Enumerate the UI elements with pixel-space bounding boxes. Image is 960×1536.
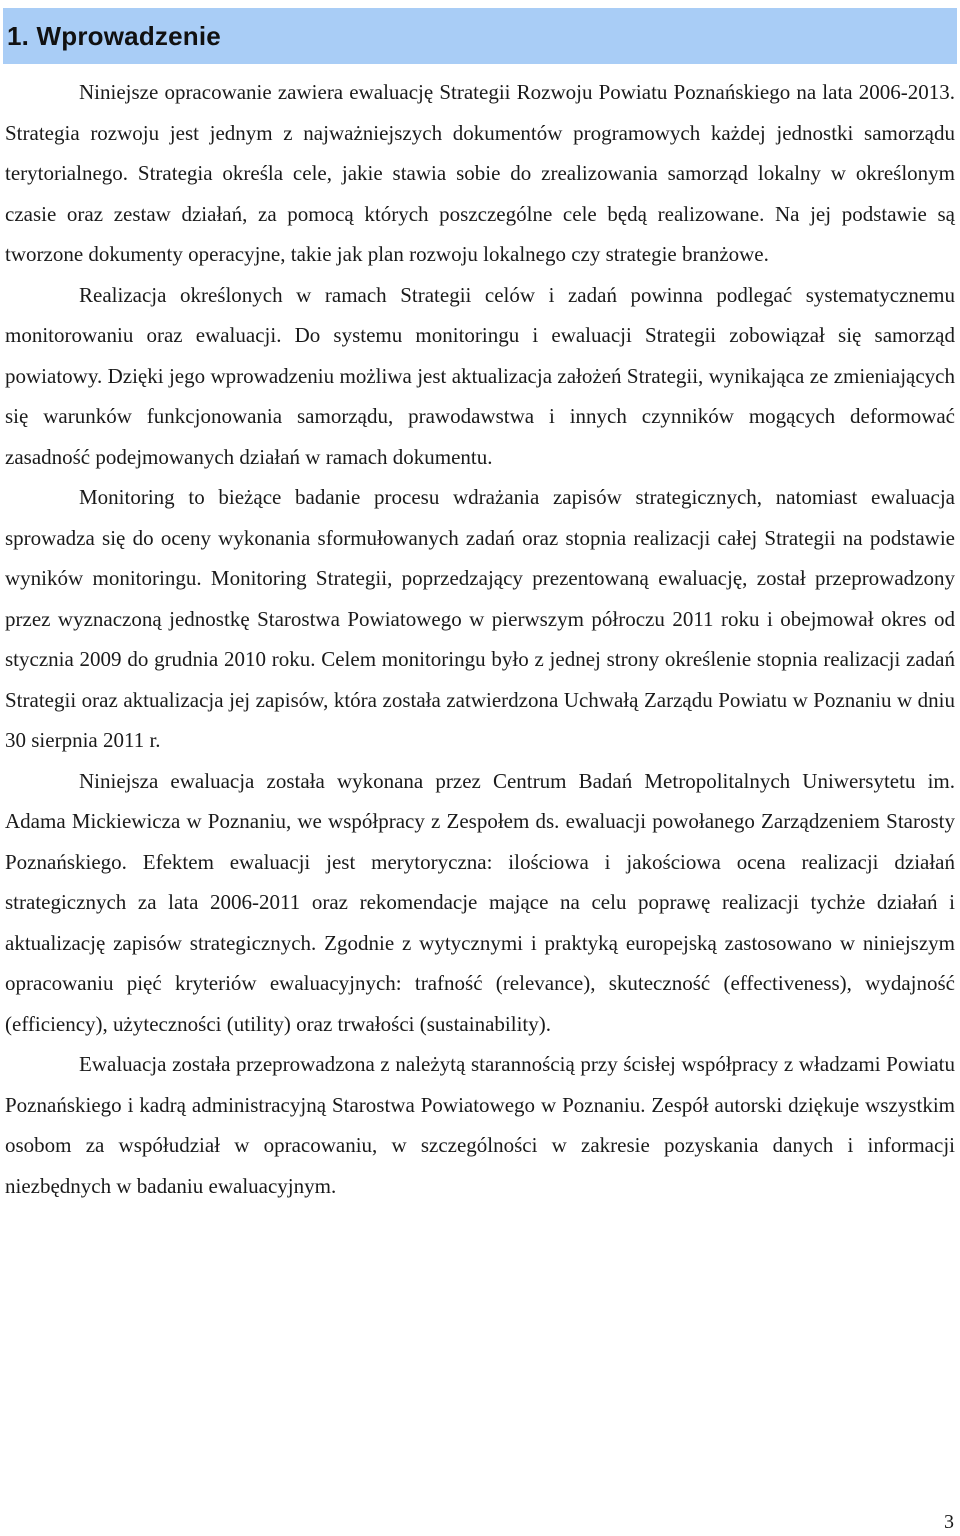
section-heading-bar bbox=[3, 8, 957, 64]
paragraph-monitoring-definition: Monitoring to bieżące badanie procesu wdrażania zapisów strategicznych, natomiast ewaluacja sprowadza się do oceny wykonania sformułowanych zadań oraz stopnia realizacji całej Strategii na podstawie wyników monitoringu. Monitoring Strategii, poprzedzający prezentowaną ewaluację, został przeprowadzony przez wyznaczoną jednostkę Starostwa Powiatowego w pierwszym półroczu 2011 roku i obejmował okres od stycznia 2009 do grudnia 2010 roku. Celem monitoringu było z jednej strony określenie stopnia realizacji zadań Strategii oraz aktualizacja jej zapisów, która została zatwierdzona Uchwałą Zarządu Powiatu w Poznaniu w dniu 30 sierpnia 2011 r. bbox=[5, 485, 955, 752]
document-body bbox=[5, 72, 955, 1206]
paragraph-acknowledgements: Ewaluacja została przeprowadzona z należytą starannością przy ścisłej współpracy z władzami Powiatu Poznańskiego i kadrą administracyjną Starostwa Powiatowego w Poznaniu. Zespół autorski dziękuje wszystkim osobom za współudział w opracowaniu, w szczególności w zakresie pozyskania danych i informacji niezbędnych w badaniu ewaluacyjnym. bbox=[5, 1052, 955, 1198]
paragraph-evaluation-authors: Niniejsza ewaluacja została wykonana przez Centrum Badań Metropolitalnych Uniwersytetu im. Adama Mickiewicza w Poznaniu, we współpracy z Zespołem ds. ewaluacji powołanego Zarządzeniem Starosty Poznańskiego. Efektem ewaluacji jest merytoryczna: ilościowa i jakościowa ocena realizacji działań strategicznych za lata 2006-2011 oraz rekomendacje mające na celu poprawę realizacji tychże działań i aktualizację zapisów strategicznych. Zgodnie z wytycznymi i praktyką europejską zastosowano w niniejszym opracowaniu pięć kryteriów ewaluacyjnych: trafność (relevance), skuteczność (effectiveness), wydajność (efficiency), użyteczności (utility) oraz trwałości (sustainability). bbox=[5, 768, 955, 1036]
page-number: 3 bbox=[944, 1511, 954, 1533]
paragraph-intro: Niniejsze opracowanie zawiera ewaluację Strategii Rozwoju Powiatu Poznańskiego na lata 2006-2013. Strategia rozwoju jest jednym z najważniejszych dokumentów programowych każdej jednostki samorządu terytorialnego. Strategia określa cele, jakie stawia sobie do zrealizowania samorząd lokalny w określonym czasie oraz zestaw działań, za pomocą których poszczególne cele będą realizowane. Na jej podstawie są tworzone dokumenty operacyjne, takie jak plan rozwoju lokalnego czy strategie branżowe. bbox=[5, 80, 955, 266]
section-title: 1. Wprowadzenie bbox=[7, 20, 221, 51]
paragraph-monitoring-requirement: Realizacja określonych w ramach Strategii celów i zadań powinna podlegać systematycznemu monitorowaniu oraz ewaluacji. Do systemu monitoringu i ewaluacji Strategii zobowiązał się samorząd powiatowy. Dzięki jego wprowadzeniu możliwa jest aktualizacja założeń Strategii, wynikająca ze zmieniających się warunków funkcjonowania samorządu, prawodawstwa i innych czynników mogących deformować zasadność podejmowanych działań w ramach dokumentu. bbox=[5, 282, 955, 469]
